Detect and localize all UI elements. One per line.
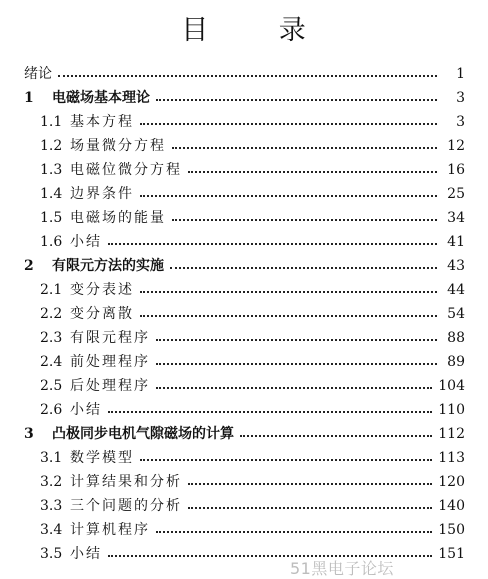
dot-leader xyxy=(108,411,432,413)
toc-entry-number: 3 xyxy=(24,426,34,442)
dot-leader xyxy=(188,507,432,509)
toc-entry-page: 112 xyxy=(438,426,465,442)
toc-entry-page: 25 xyxy=(447,186,465,202)
toc-entry-title: 数学模型 xyxy=(70,450,134,466)
toc-entry-title: 小结 xyxy=(70,546,102,562)
toc-entry-page: 151 xyxy=(438,546,465,562)
toc-entry-page: 44 xyxy=(447,282,465,298)
toc-entry xyxy=(40,447,465,469)
watermark: 51黑电子论坛 xyxy=(290,559,394,578)
toc-entry-title: 电磁位微分方程 xyxy=(70,162,182,178)
toc-entry-title: 变分表述 xyxy=(70,282,134,298)
toc-entry-number: 1.4 xyxy=(40,186,63,202)
toc-entry-page: 110 xyxy=(438,402,465,418)
toc-entry-number: 2.5 xyxy=(40,378,63,394)
toc-entry-page: 104 xyxy=(438,378,465,394)
toc-entry-number: 1.6 xyxy=(40,234,63,250)
toc-entry xyxy=(40,159,465,181)
toc-entry-page: 150 xyxy=(438,522,465,538)
toc-entry-number: 2.6 xyxy=(40,402,63,418)
dot-leader xyxy=(140,123,437,125)
toc-entry-number: 2 xyxy=(24,258,34,274)
toc-entry-title: 绪论 xyxy=(24,66,52,82)
dot-leader xyxy=(140,291,437,293)
dot-leader xyxy=(188,483,432,485)
toc-entry-title: 三个问题的分析 xyxy=(70,498,182,514)
toc-entry-page: 54 xyxy=(447,306,465,322)
page-title xyxy=(0,8,488,47)
toc-entry-title: 凸极同步电机气隙磁场的计算 xyxy=(52,426,234,442)
toc-entry xyxy=(40,351,465,373)
toc-entry-title: 电磁场基本理论 xyxy=(52,90,150,106)
toc-entry-number: 3.2 xyxy=(40,474,63,490)
toc-entry-title: 边界条件 xyxy=(70,186,134,202)
toc-entry-page: 140 xyxy=(438,498,465,514)
dot-leader xyxy=(156,363,437,365)
toc-entry-page: 43 xyxy=(447,258,465,274)
toc-entry xyxy=(40,471,465,493)
toc-entry xyxy=(24,63,465,85)
dot-leader xyxy=(156,339,437,341)
toc-entry-page: 41 xyxy=(447,234,465,250)
dot-leader xyxy=(172,147,437,149)
toc-entry xyxy=(24,87,465,109)
toc-entry-number: 3.4 xyxy=(40,522,63,538)
toc-entry-title: 电磁场的能量 xyxy=(70,210,166,226)
toc-entry xyxy=(40,183,465,205)
toc-entry xyxy=(40,327,465,349)
toc-entry-number: 1.5 xyxy=(40,210,63,226)
toc-entry xyxy=(40,495,465,517)
toc-entry-page: 1 xyxy=(456,66,465,82)
toc-entry xyxy=(40,231,465,253)
dot-leader xyxy=(188,171,437,173)
toc-entry-page: 16 xyxy=(447,162,465,178)
dot-leader xyxy=(156,99,437,101)
toc-entry-number: 2.3 xyxy=(40,330,63,346)
title-char-2: 录 xyxy=(278,15,307,46)
toc-entry xyxy=(40,519,465,541)
toc-entry-title: 前处理程序 xyxy=(70,354,150,370)
toc-entry xyxy=(24,255,465,277)
toc-entry-number: 2.1 xyxy=(40,282,63,298)
toc-entry xyxy=(40,135,465,157)
toc-entry-title: 有限元方法的实施 xyxy=(52,258,164,274)
toc-entry-number: 1 xyxy=(24,90,34,106)
toc-entry-number: 1.1 xyxy=(40,114,63,130)
toc-entry-title: 小结 xyxy=(70,234,102,250)
toc-entry-page: 113 xyxy=(438,450,465,466)
toc-entry-number: 3.3 xyxy=(40,498,63,514)
toc-entry xyxy=(24,423,465,445)
toc-entry-title: 基本方程 xyxy=(70,114,134,130)
toc-entry xyxy=(40,207,465,229)
dot-leader xyxy=(156,531,432,533)
toc-entry-page: 89 xyxy=(447,354,465,370)
toc-entry-title: 有限元程序 xyxy=(70,330,150,346)
toc-entry-title: 小结 xyxy=(70,402,102,418)
toc-entry-number: 1.2 xyxy=(40,138,63,154)
dot-leader xyxy=(172,219,437,221)
toc-entry xyxy=(40,375,465,397)
toc-entry xyxy=(40,279,465,301)
dot-leader xyxy=(240,435,432,437)
dot-leader xyxy=(108,243,437,245)
toc-entry-title: 计算机程序 xyxy=(70,522,150,538)
toc-entry xyxy=(40,303,465,325)
toc-entry-title: 计算结果和分析 xyxy=(70,474,182,490)
dot-leader xyxy=(140,315,437,317)
toc-entry-number: 3.1 xyxy=(40,450,63,466)
dot-leader xyxy=(140,459,432,461)
dot-leader xyxy=(58,75,437,77)
toc-entry xyxy=(40,543,465,565)
title-char-1: 目 xyxy=(181,15,210,46)
toc-entry-page: 3 xyxy=(456,90,465,106)
toc-entry xyxy=(40,399,465,421)
toc-entry-title: 变分离散 xyxy=(70,306,134,322)
toc-entry-number: 1.3 xyxy=(40,162,63,178)
toc-entry-page: 88 xyxy=(447,330,465,346)
toc-entry xyxy=(40,111,465,133)
dot-leader xyxy=(156,387,432,389)
toc-entry-page: 12 xyxy=(447,138,465,154)
toc-entry-page: 34 xyxy=(447,210,465,226)
dot-leader xyxy=(140,195,437,197)
toc-entry-number: 2.4 xyxy=(40,354,63,370)
toc-entry-page: 120 xyxy=(438,474,465,490)
toc-entry-number: 2.2 xyxy=(40,306,63,322)
toc-entry-page: 3 xyxy=(456,114,465,130)
toc-entry-title: 场量微分方程 xyxy=(70,138,166,154)
toc-entry-number: 3.5 xyxy=(40,546,63,562)
dot-leader xyxy=(170,267,437,269)
toc-entry-title: 后处理程序 xyxy=(70,378,150,394)
